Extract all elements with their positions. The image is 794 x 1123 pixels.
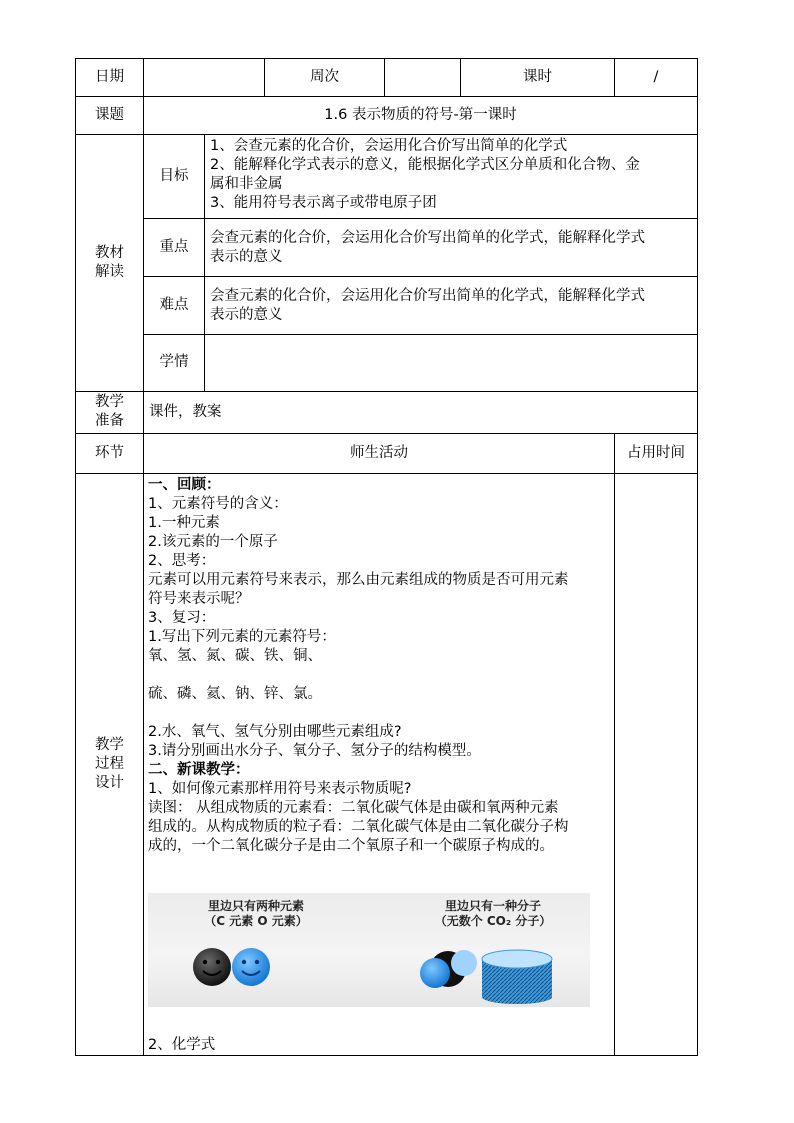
process-line: 符号来表示呢？ bbox=[148, 591, 250, 607]
table-rule bbox=[75, 473, 698, 474]
difficult-point-label: 难点 bbox=[159, 297, 189, 313]
topic-value: 1.6 表示物质的符号-第一课时 bbox=[324, 107, 517, 123]
figure-right-caption: 里边只有一种分子 （无数个 CO₂ 分子） bbox=[434, 899, 552, 928]
process-content bbox=[148, 476, 610, 856]
process-line: 3.请分别画出水分子、氧分子、氢分子的结构模型。 bbox=[148, 743, 481, 759]
period-slash: / bbox=[653, 69, 659, 85]
stage-column-header: 环节 bbox=[95, 445, 124, 461]
activity-column-header: 师生活动 bbox=[350, 445, 408, 461]
molecule-container-icon bbox=[482, 950, 552, 1004]
week-label: 周次 bbox=[310, 69, 339, 85]
preparation-label: 教学 准备 bbox=[95, 394, 124, 429]
table-rule bbox=[75, 433, 698, 434]
table-rule bbox=[384, 58, 385, 96]
process-line bbox=[148, 666, 610, 685]
process-line: 读图： 从组成物质的元素看：二氧化碳气体是由碳和氧两种元素 bbox=[148, 800, 559, 816]
process-line: 1、如何像元素那样用符号来表示物质呢? bbox=[148, 781, 412, 797]
time-column-header: 占用时间 bbox=[627, 445, 685, 461]
table-border-left bbox=[75, 58, 76, 1056]
process-line: 氧、氢、氮、碳、铁、铜、 bbox=[148, 648, 322, 664]
process-line: 3、复习： bbox=[148, 610, 216, 626]
key-point-label: 重点 bbox=[159, 239, 189, 255]
process-line: 二、新课教学： bbox=[148, 762, 250, 778]
process-label: 教学 过程 设计 bbox=[95, 737, 124, 791]
co2-figure bbox=[148, 893, 590, 1007]
process-line: 硫、磷、氦、钠、锌、氯。 bbox=[148, 686, 322, 702]
chemical-formula-heading: 2、化学式 bbox=[148, 1037, 216, 1053]
period-label: 课时 bbox=[523, 69, 552, 85]
process-line: 1.一种元素 bbox=[148, 515, 220, 531]
oxygen-atom-smiley-icon bbox=[232, 948, 270, 986]
table-border-top bbox=[75, 58, 698, 59]
goal-label: 目标 bbox=[159, 168, 189, 184]
process-line: 1.写出下列元素的元素符号： bbox=[148, 629, 336, 645]
topic-label: 课题 bbox=[95, 107, 124, 123]
difficult-point-text: 会查元素的化合价，会运用化合价写出简单的化学式，能解释化学式 表示的意义 bbox=[210, 288, 645, 323]
table-rule bbox=[143, 58, 144, 1056]
figure-illustration bbox=[148, 893, 590, 1007]
carbon-atom-smiley-icon bbox=[193, 948, 231, 986]
goal-text: 1、会查元素的化合价，会运用化合价写出简单的化学式 2、能解释化学式表示的意义，能根据化学式区分单质和化合物、金 属和非金属 3、能用符号表示离子或带电原子团 bbox=[210, 138, 640, 211]
process-line bbox=[148, 704, 610, 723]
co2-molecule-model-icon bbox=[420, 950, 477, 988]
student-situation-label: 学情 bbox=[159, 354, 189, 370]
textbook-label: 教材 解读 bbox=[95, 245, 124, 280]
table-rule bbox=[204, 134, 205, 391]
table-rule bbox=[75, 134, 698, 135]
table-rule bbox=[143, 218, 698, 219]
preparation-value: 课件，教案 bbox=[149, 404, 222, 420]
process-line: 2.该元素的一个原子 bbox=[148, 534, 278, 550]
table-rule bbox=[143, 334, 698, 335]
table-rule bbox=[143, 276, 698, 277]
process-line: 2.水、氧气、氢气分别由哪些元素组成? bbox=[148, 724, 402, 740]
figure-left-caption: 里边只有两种元素 （C 元素 O 元素） bbox=[204, 899, 308, 928]
table-border-bottom bbox=[75, 1055, 698, 1056]
table-rule bbox=[75, 391, 698, 392]
process-line: 成的，一个二氧化碳分子是由二个氧原子和一个碳原子构成的。 bbox=[148, 838, 554, 854]
date-label: 日期 bbox=[95, 69, 124, 85]
table-border-right bbox=[697, 58, 698, 1056]
process-line: 1、元素符号的含义： bbox=[148, 496, 288, 512]
process-line: 组成的。从构成物质的粒子看：二氧化碳气体是由二氧化碳分子构 bbox=[148, 819, 569, 835]
key-point-text: 会查元素的化合价，会运用化合价写出简单的化学式，能解释化学式 表示的意义 bbox=[210, 230, 645, 265]
process-line: 元素可以用元素符号来表示，那么由元素组成的物质是否可用元素 bbox=[148, 572, 569, 588]
process-line: 一、回顾： bbox=[148, 477, 221, 493]
process-line: 2、思考： bbox=[148, 553, 216, 569]
table-rule bbox=[75, 96, 698, 97]
table-rule bbox=[614, 433, 615, 1056]
